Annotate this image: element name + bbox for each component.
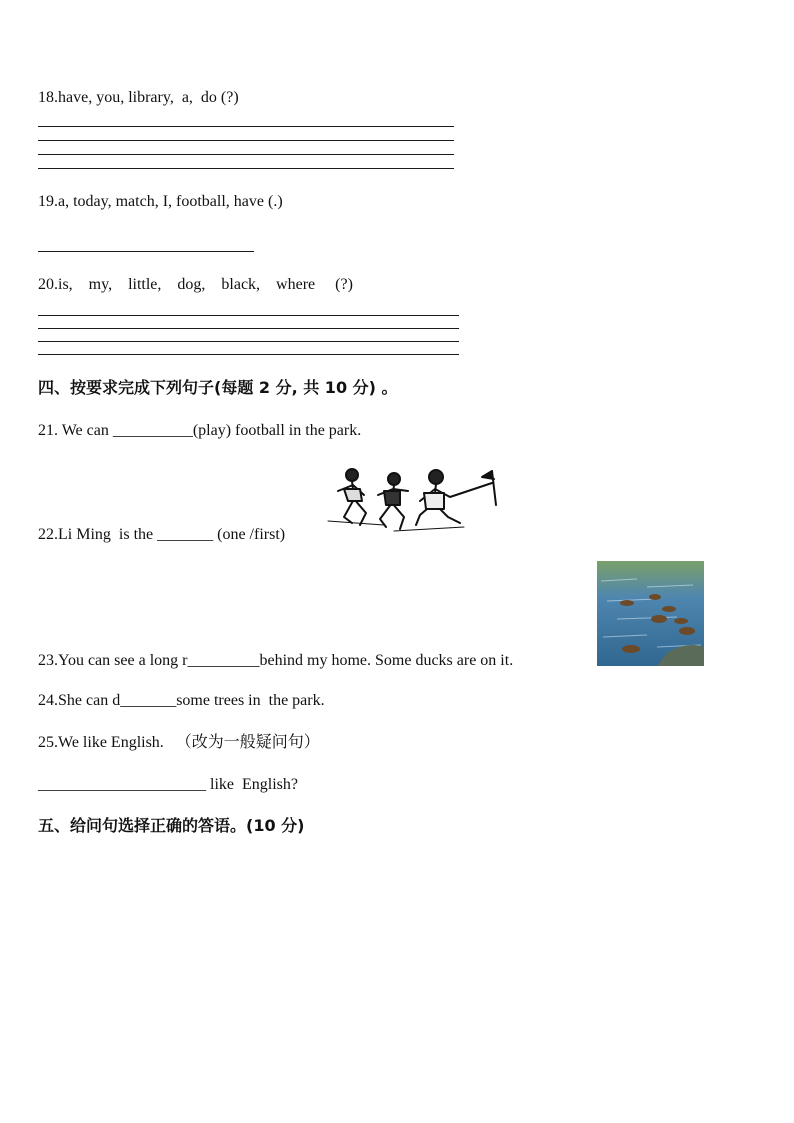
answer-line bbox=[38, 168, 454, 169]
answer-line bbox=[38, 354, 459, 355]
answer-line bbox=[38, 341, 459, 342]
question-25: 25.We like English. （改为一般疑问句） bbox=[38, 734, 320, 751]
answer-line bbox=[38, 328, 459, 329]
answer-line bbox=[38, 315, 459, 316]
answer-line bbox=[38, 126, 454, 127]
answer-line bbox=[38, 154, 454, 155]
question-23: 23.You can see a long r_________behind my home. Some ducks are on it. bbox=[38, 652, 514, 669]
runners-race-icon bbox=[324, 465, 502, 540]
question-19: 19.a, today, match, I, football, have (.) bbox=[38, 193, 283, 210]
answer-line bbox=[38, 251, 254, 252]
ducks-river-photo bbox=[597, 561, 704, 666]
answer-line bbox=[38, 140, 454, 141]
question-25-answer: _____________________ like English? bbox=[38, 776, 298, 793]
section-five-heading: 五、给问句选择正确的答语。(10 分) bbox=[38, 816, 305, 835]
question-20: 20.is, my, little, dog, black, where (?) bbox=[38, 276, 353, 293]
question-22: 22.Li Ming is the _______ (one /first) bbox=[38, 526, 286, 543]
question-18: 18.have, you, library, a, do (?) bbox=[38, 89, 239, 106]
question-24: 24.She can d_______some trees in the park. bbox=[38, 692, 325, 709]
section-four-heading: 四、按要求完成下列句子(每题 2 分, 共 10 分) 。 bbox=[38, 378, 398, 397]
question-21: 21. We can __________(play) football in the park. bbox=[38, 422, 362, 439]
